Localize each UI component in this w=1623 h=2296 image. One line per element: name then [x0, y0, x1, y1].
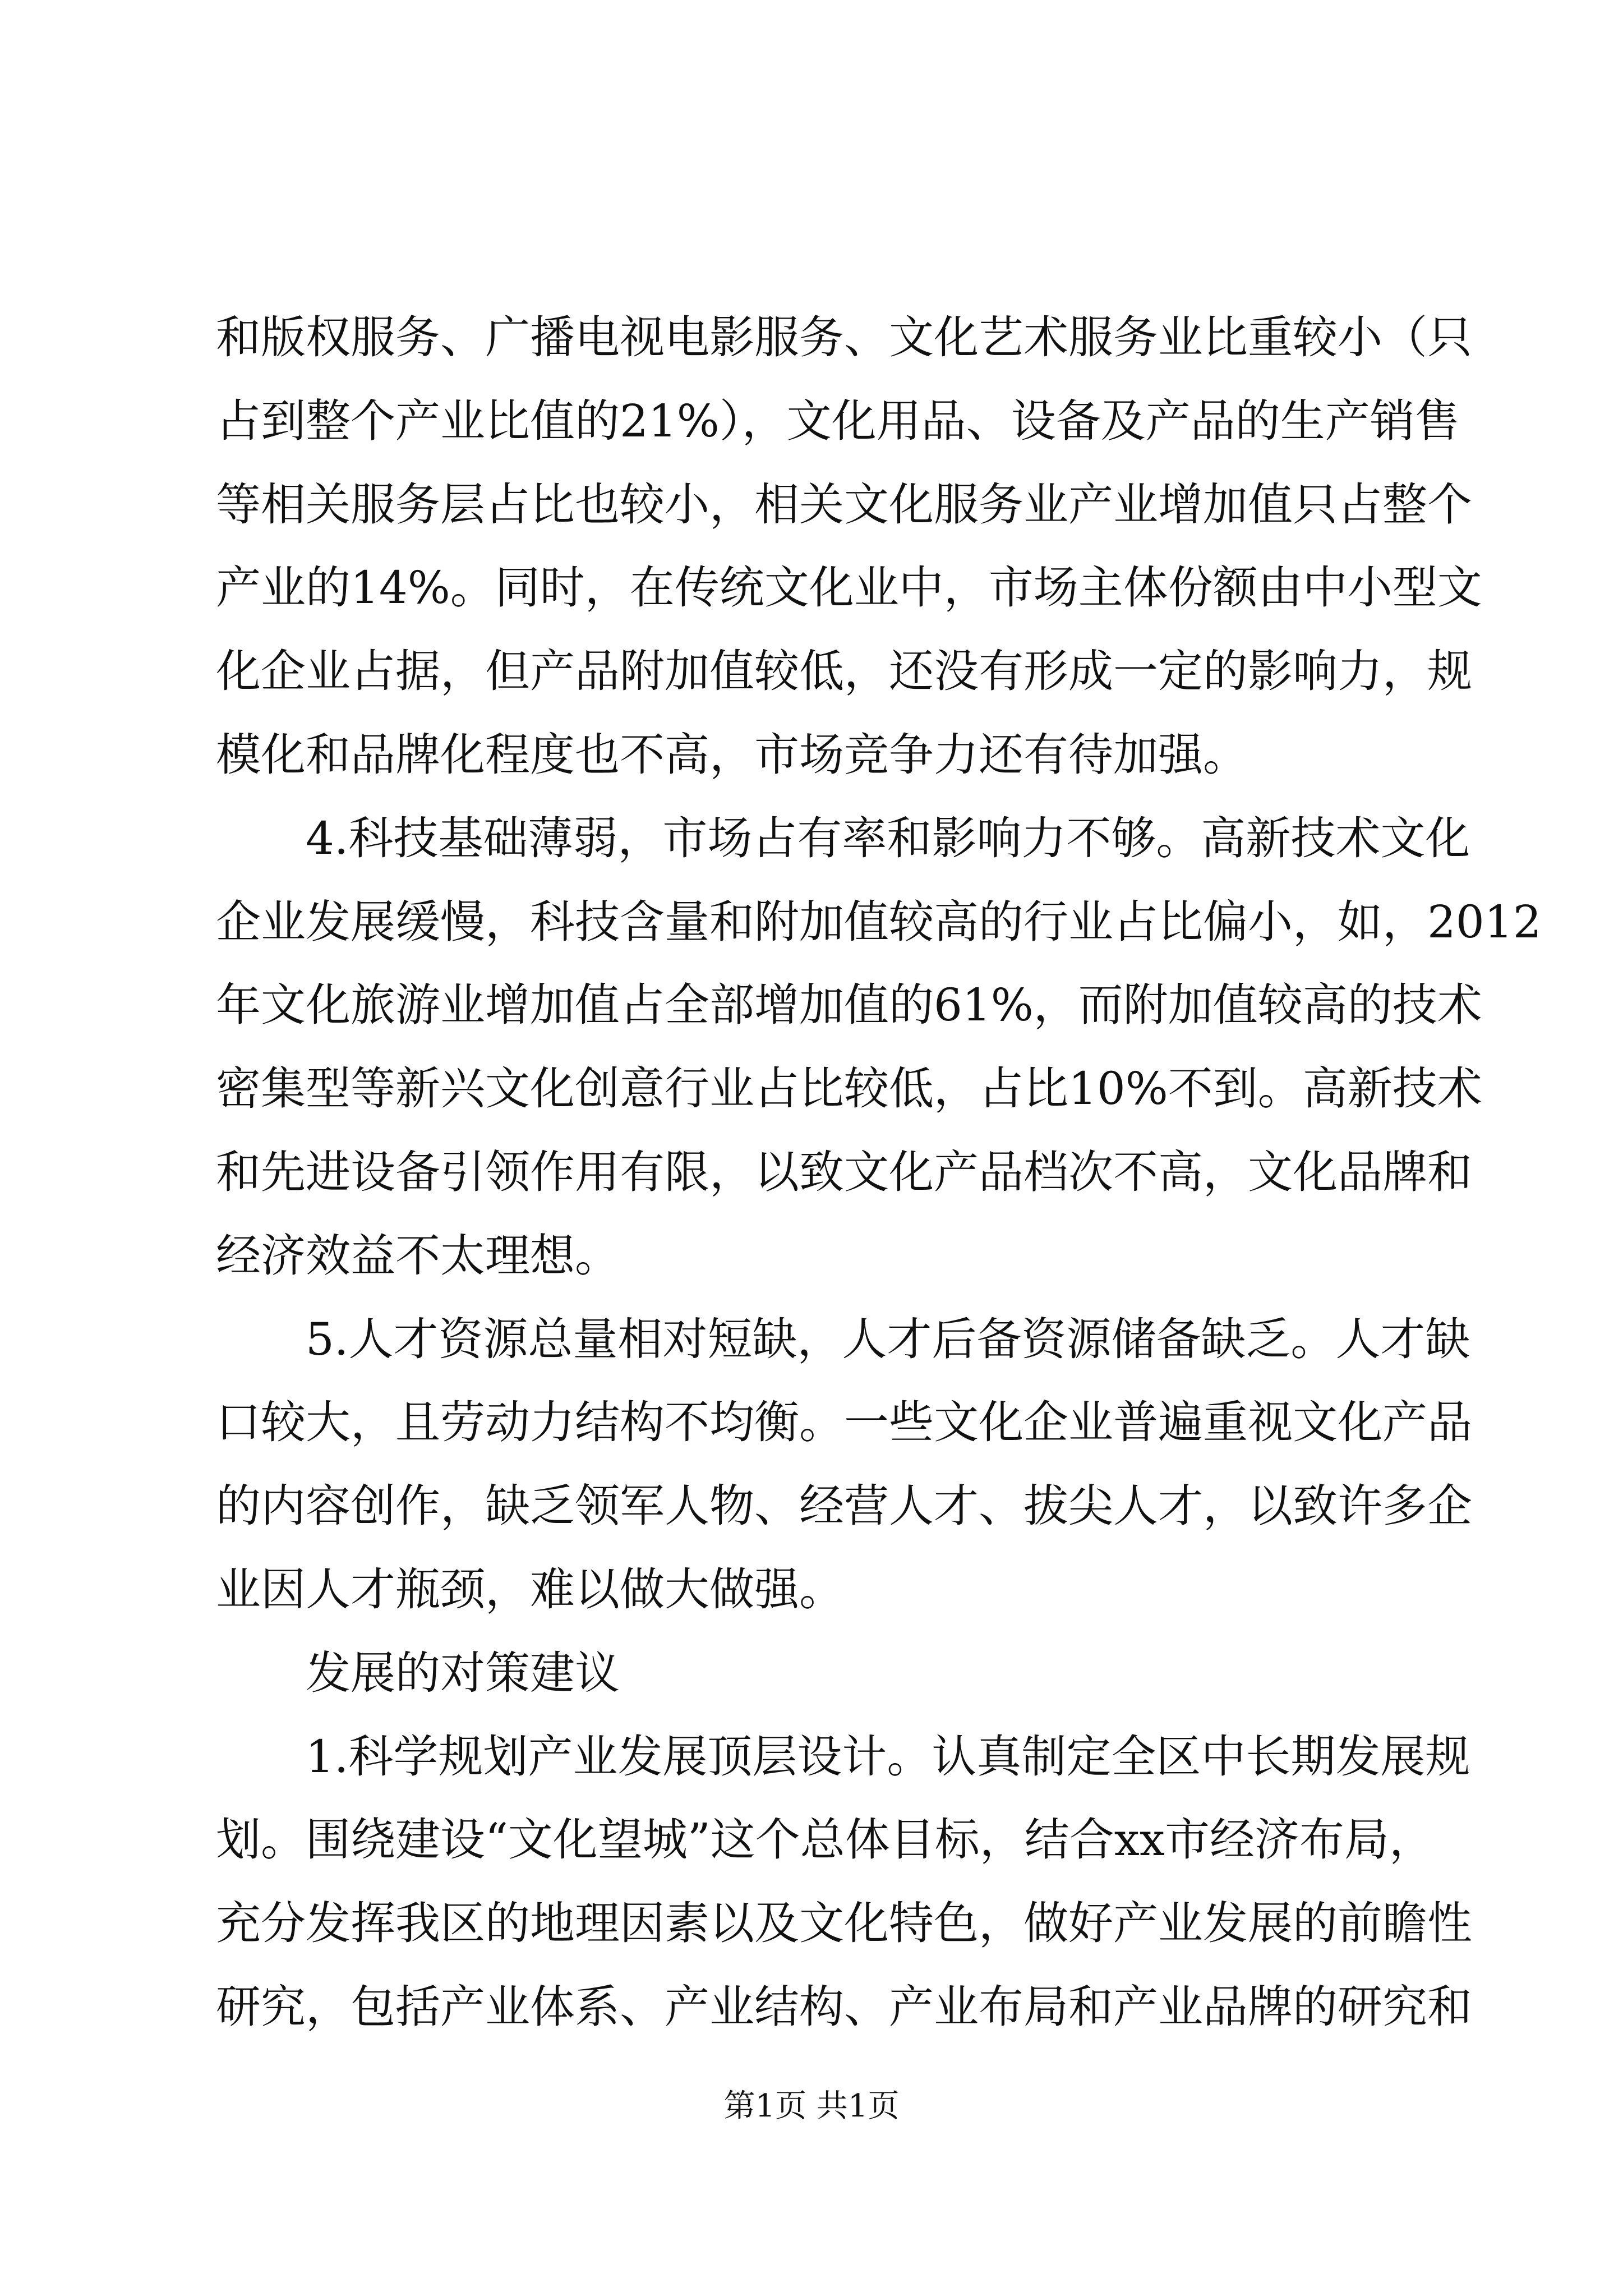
text-line: 等相关服务层占比也较小，相关文化服务业产业增加值只占整个 [216, 478, 1472, 531]
text-line: 经济效益不太理想。 [216, 1229, 620, 1282]
text-line: 占到整个产业比值的21%），文化用品、设备及产品的生产销售 [216, 394, 1460, 447]
text-line: 充分发挥我区的地理因素以及文化特色，做好产业发展的前瞻性 [216, 1897, 1472, 1950]
section-heading: 发展的对策建议 [216, 1646, 620, 1699]
page-footer: 第1页 共1页 [723, 2088, 900, 2124]
text-line: 口较大，且劳动力结构不均衡。一些文化企业普遍重视文化产品 [216, 1396, 1472, 1449]
text-line: 4.科技基础薄弱，市场占有率和影响力不够。高新技术文化 [216, 812, 1470, 864]
text-line: 的内容创作，缺乏领军人物、经营人才、拔尖人才，以致许多企 [216, 1480, 1472, 1533]
text-line: 密集型等新兴文化创意行业占比较低，占比10%不到。高新技术 [216, 1062, 1482, 1115]
text-line: 5.人才资源总量相对短缺，人才后备资源储备缺乏。人才缺 [216, 1313, 1470, 1365]
text-line: 化企业占据，但产品附加值较低，还没有形成一定的影响力，规 [216, 645, 1472, 698]
text-line: 1.科学规划产业发展顶层设计。认真制定全区中长期发展规 [216, 1730, 1470, 1783]
text-line: 划。围绕建设“文化望城”这个总体目标，结合xx市经济布局， [216, 1814, 1435, 1866]
document-body [216, 296, 1542, 2049]
text-line: 模化和品牌化程度也不高，市场竞争力还有待加强。 [216, 728, 1248, 781]
text-line: 年文化旅游业增加值占全部增加值的61%，而附加值较高的技术 [216, 979, 1482, 1032]
text-line: 研究，包括产业体系、产业结构、产业布局和产业品牌的研究和 [216, 1980, 1472, 2033]
text-line: 企业发展缓慢，科技含量和附加值较高的行业占比偏小，如，2012 [216, 895, 1542, 948]
text-line: 和先进设备引领作用有限，以致文化产品档次不高，文化品牌和 [216, 1145, 1472, 1198]
text-line: 产业的14%。同时，在传统文化业中，市场主体份额由中小型文 [216, 562, 1482, 614]
text-line: 和版权服务、广播电视电影服务、文化艺术服务业比重较小（只 [216, 311, 1472, 364]
text-line: 业因人才瓶颈，难以做大做强。 [216, 1563, 844, 1616]
